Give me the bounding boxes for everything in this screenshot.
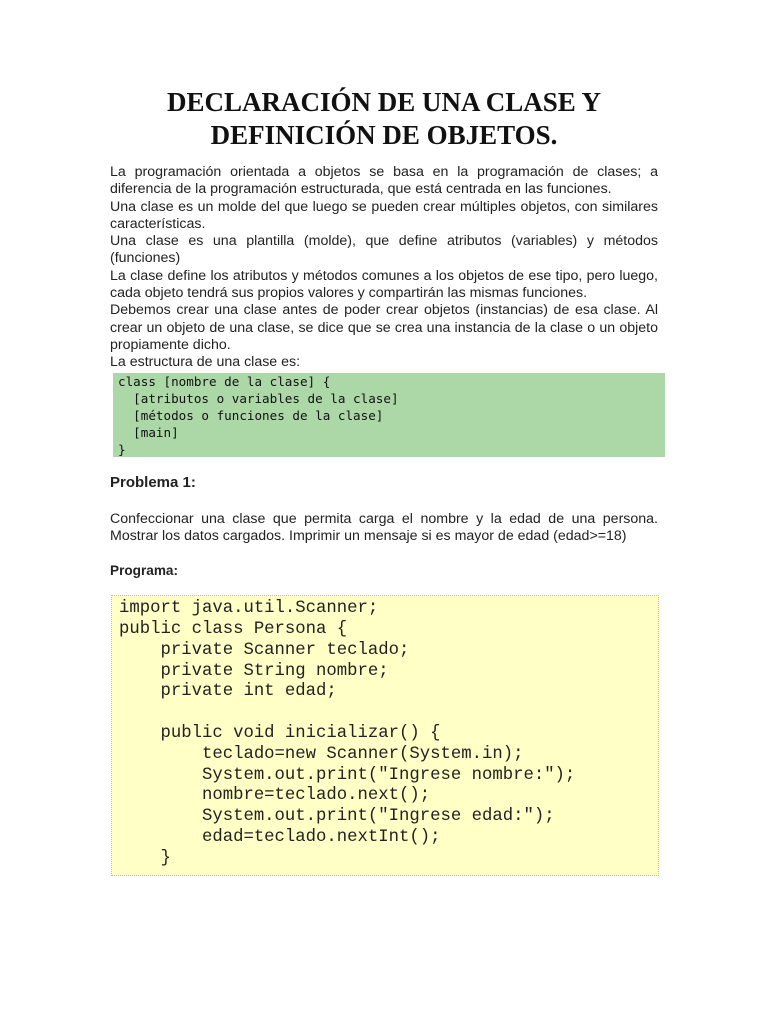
intro-paragraph-3: Una clase es una plantilla (molde), que define atributos (variables) y métodos (funciones) bbox=[110, 233, 658, 267]
title-line-2: DEFINICIÓN DE OBJETOS. bbox=[210, 120, 558, 150]
code-line: public void inicializar() { bbox=[119, 723, 441, 743]
structure-line: [métodos o funciones de la clase] bbox=[118, 407, 384, 423]
code-line: private int edad; bbox=[119, 682, 337, 702]
class-structure-code-block bbox=[113, 373, 665, 457]
problem-description: Confeccionar una clase que permita carga el nombre y la edad de una persona. Mostrar los datos cargados. Imprimir un mensaje si es mayor de edad (edad>=18) bbox=[110, 510, 658, 544]
title-line-1: DECLARACIÓN DE UNA CLASE Y bbox=[166, 87, 602, 117]
code-line: teclado=new Scanner(System.in); bbox=[119, 744, 524, 764]
code-line: System.out.print("Ingrese nombre:"); bbox=[119, 765, 576, 785]
code-line: import java.util.Scanner; bbox=[119, 599, 379, 619]
program-label: Programa: bbox=[110, 563, 178, 579]
structure-line: class [nombre de la clase] { bbox=[118, 373, 331, 389]
structure-line: [atributos o variables de la clase] bbox=[118, 390, 399, 406]
code-line: public class Persona { bbox=[119, 619, 348, 639]
intro-paragraph-4: La clase define los atributos y métodos comunes a los objetos de ese tipo, pero luego, cada objeto tendrá sus propios valores y compartirán las mismas funciones. bbox=[110, 267, 658, 302]
program-code-block bbox=[111, 595, 659, 875]
structure-line: [main] bbox=[118, 425, 179, 441]
code-line: nombre=teclado.next(); bbox=[119, 786, 431, 806]
intro-paragraph-1: La programación orientada a objetos se basa en la programación de clases; a diferencia de la programación estructurada, que está centrada en las funciones. bbox=[110, 164, 658, 198]
code-line: private Scanner teclado; bbox=[119, 640, 410, 660]
code-line bbox=[119, 703, 658, 724]
code-line: System.out.print("Ingrese edad:"); bbox=[119, 807, 555, 827]
intro-paragraph-2: Una clase es un molde del que luego se pueden crear múltiples objetos, con similares características. bbox=[110, 198, 658, 232]
document-page bbox=[110, 86, 658, 876]
intro-paragraph-6: La estructura de una clase es: bbox=[110, 354, 301, 371]
code-line: private String nombre; bbox=[119, 661, 389, 681]
intro-paragraph-5: Debemos crear una clase antes de poder crear objetos (instancias) de esa clase. Al crear un objeto de una clase, se dice que se crea una instancia de la clase o un objeto propiamente dicho. bbox=[110, 302, 658, 353]
page-title bbox=[90, 86, 678, 152]
structure-line: } bbox=[118, 442, 126, 458]
code-line: edad=teclado.nextInt(); bbox=[119, 827, 441, 847]
problem-heading: Problema 1: bbox=[110, 473, 196, 491]
code-line: } bbox=[119, 848, 171, 868]
